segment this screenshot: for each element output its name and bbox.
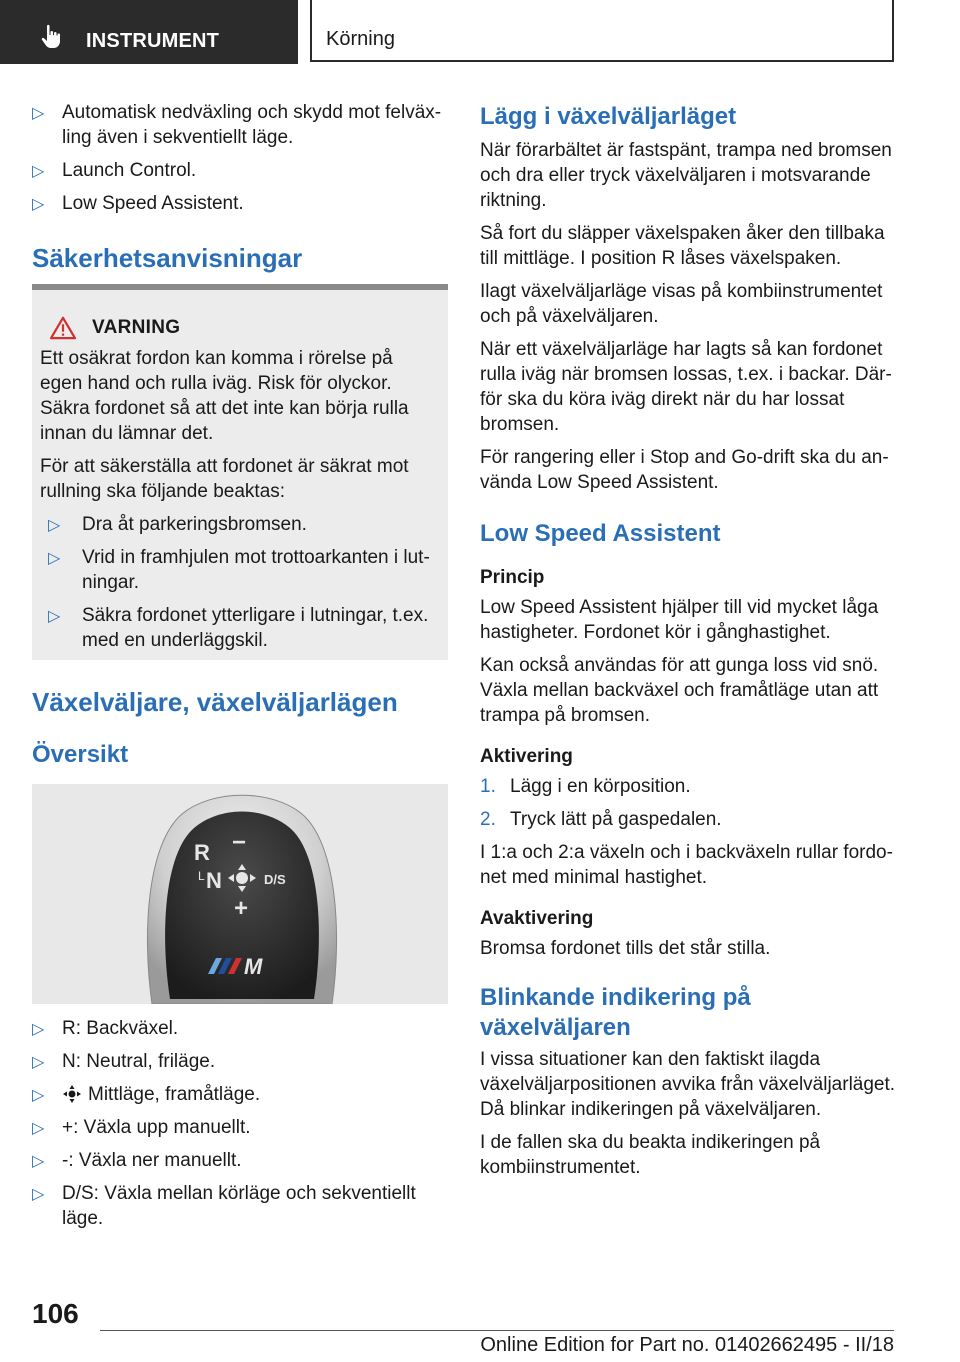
engage-heading: Lägg i växelväljarläget (480, 103, 737, 130)
chapter-box (310, 0, 894, 62)
bullet-triangle-icon: ▷ (48, 517, 61, 534)
blink-paragraph: I de fallen ska du beakta indikeringen på kombiinstrumentet. (480, 1132, 821, 1178)
bullet-triangle-icon: ▷ (32, 1054, 45, 1071)
list-item: ▷ R: Backväxel. (32, 1016, 448, 1041)
list-item: ▷ Automatisk nedväxling och skydd mot felväxling även i sekventiellt läge. (32, 102, 442, 148)
list-item: ▷ Mittläge, framåtläge. (32, 1082, 448, 1107)
knob-label-plus: + (234, 895, 249, 922)
bullet-triangle-icon: ▷ (32, 163, 45, 180)
bullet-triangle-icon: ▷ (32, 1153, 45, 1170)
knob-label-ds: D/S (264, 872, 286, 887)
m-logo-letter: M (244, 954, 263, 979)
list-item: ▷ -: Växla ner manuellt. (32, 1148, 448, 1173)
bullet-triangle-icon: ▷ (48, 550, 61, 567)
warning-box (32, 284, 448, 660)
center-position-icon (62, 1085, 82, 1103)
blink-paragraph: I vissa situationer kan den faktiskt ilagda växelväljarpositionen avvika från växelväljarläget. Då blinkar indikeringen på växelväljaren. (480, 1049, 896, 1120)
principle-paragraph: Kan också användas för att gunga loss vid snö. Växla mellan backväxel och framåtläge utan att trampa på bromsen. (480, 655, 879, 726)
knob-label-minus: − (232, 829, 247, 856)
list-item: ▷ Dra åt parkeringsbromsen. (48, 512, 440, 537)
activation-heading: Aktivering (480, 746, 573, 767)
engage-paragraph: När ett växelväljarläge har lagts så kan fordonet rulla iväg när bromsen lossas, t.ex. i backar. Därför ska du köra iväg direkt när du har lossat bromsen. (480, 339, 892, 435)
knob-label-l: L (198, 869, 205, 883)
deactivation-heading: Avaktivering (480, 908, 594, 929)
bullet-triangle-icon: ▷ (48, 608, 61, 625)
warning-title-row (40, 316, 440, 340)
principle-heading: Princip (480, 567, 545, 588)
gear-knob-image (32, 784, 448, 1004)
engage-paragraph: Ilagt växelväljarläge visas på kombiinstrumentet och på växelväljaren. (480, 281, 883, 327)
list-item: ▷ Säkra fordonet ytterligare i lutningar, t.ex. med en underläggskil. (48, 605, 429, 651)
blink-heading: Blinkande indikering på växelväljaren (480, 984, 751, 1041)
knob-label-r: R (194, 840, 210, 865)
positions-list (32, 1016, 448, 1231)
list-item: ▷ N: Neutral, friläge. (32, 1049, 448, 1074)
list-item: ▷ Low Speed Assistent. (32, 191, 448, 216)
knob-label-n: N (206, 868, 222, 893)
selector-headings (32, 686, 448, 770)
section-label: INSTRUMENT (86, 30, 220, 52)
bullet-triangle-icon: ▷ (32, 196, 45, 213)
feature-list (32, 100, 448, 216)
chapter-label: Körning (326, 28, 395, 50)
deactivation-text: Bromsa fordonet tills det står stilla. (480, 938, 771, 959)
list-item: ▷ Vrid in framhjulen mot trottoarkanten i lutningar. (48, 547, 430, 593)
edition-text: Online Edition for Part no. 01402662495 - II/18 (480, 1334, 894, 1356)
list-item: 1. Lägg i en körposition. (480, 776, 691, 797)
warning-title: VARNING (92, 317, 181, 338)
positions-section (32, 1016, 448, 1239)
principle-paragraph: Low Speed Assistent hjälper till vid mycket låga hastigheter. Fordonet kör i gånghastighet. (480, 597, 879, 643)
warning-list (48, 512, 440, 653)
right-column (480, 100, 896, 1188)
bullet-triangle-icon: ▷ (32, 1186, 45, 1203)
activation-note: I 1:a och 2:a växeln och i backväxeln rullar fordonet med minimal hastighet. (480, 842, 893, 888)
activation-steps (480, 774, 896, 832)
engage-paragraph: För rangering eller i Stop and Go-drift ska du använda Low Speed Assistent. (480, 447, 889, 493)
section-tab[interactable] (0, 0, 298, 64)
page-number: 106 (32, 1298, 79, 1329)
warning-paragraph: Ett osäkrat fordon kan komma i rörelse på egen hand och rulla iväg. Risk för olyckor. Säkra fordonet så att det inte kan börja rulla innan du lämnar det. (40, 348, 409, 444)
warning-triangle-icon (48, 316, 78, 340)
engage-paragraph: Så fort du släpper växelspaken åker den tillbaka till mittläge. I position R låses växelspaken. (480, 223, 885, 269)
bullet-triangle-icon: ▷ (32, 1120, 45, 1137)
engage-paragraph: När förarbältet är fastspänt, trampa ned bromsen och dra eller tryck växelväljaren i motsvarande riktning. (480, 140, 892, 211)
left-column-top (32, 100, 448, 274)
list-item: 2. Tryck lätt på gaspedalen. (480, 809, 722, 830)
list-item: ▷ Launch Control. (32, 158, 448, 183)
bullet-triangle-icon: ▷ (32, 1021, 45, 1038)
bullet-triangle-icon: ▷ (32, 1087, 45, 1104)
selector-heading: Växelväljare, växelväljarlägen (32, 687, 398, 717)
footer-divider (100, 1330, 894, 1331)
safety-heading: Säkerhetsanvisningar (32, 243, 303, 273)
bullet-triangle-icon: ▷ (32, 105, 45, 122)
touch-hand-icon (38, 22, 66, 50)
list-item: ▷ D/S: Växla mellan körläge och sekventiellt läge. (32, 1183, 416, 1229)
gear-selector-illustration (32, 784, 448, 1004)
lsa-heading: Low Speed Assistent (480, 520, 721, 547)
overview-heading: Översikt (32, 741, 129, 768)
list-item: ▷ +: Växla upp manuellt. (32, 1115, 448, 1140)
warning-paragraph: För att säkerställa att fordonet är säkrat mot rullning ska följande beaktas: (40, 456, 409, 502)
